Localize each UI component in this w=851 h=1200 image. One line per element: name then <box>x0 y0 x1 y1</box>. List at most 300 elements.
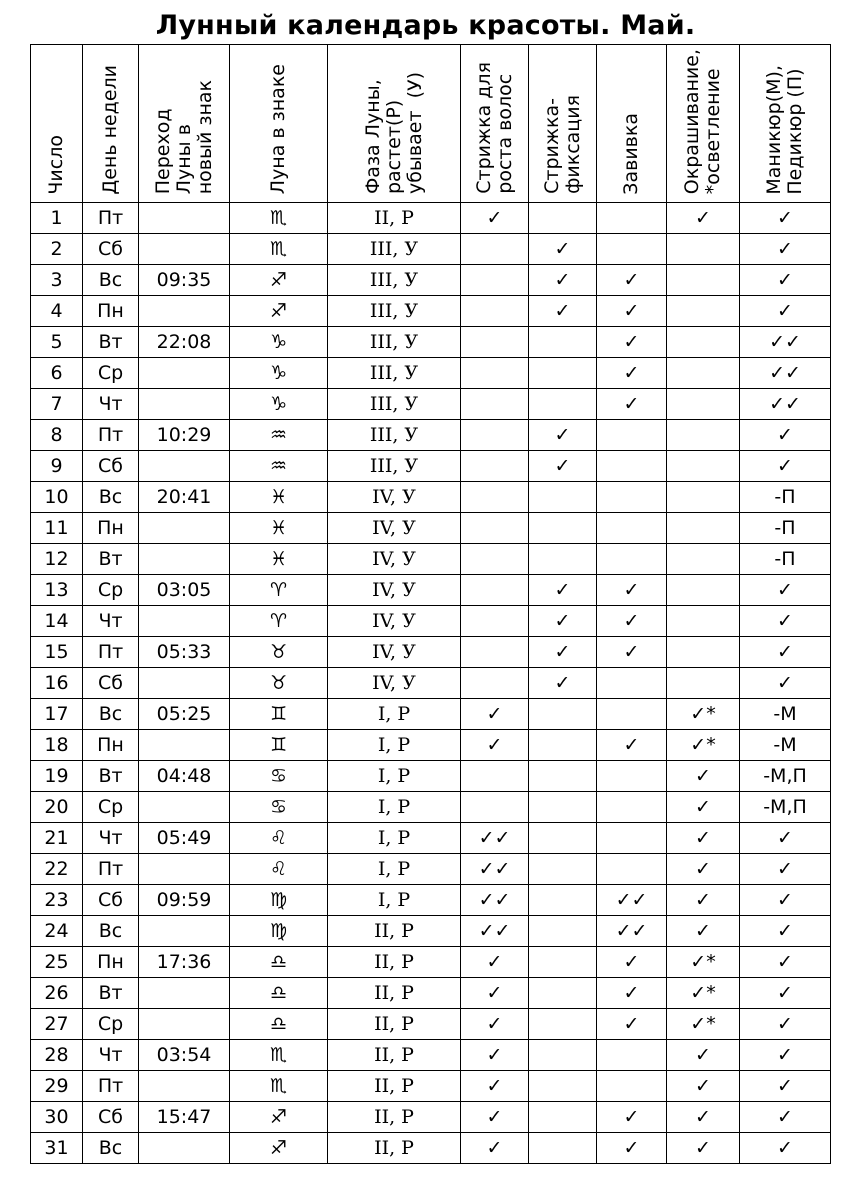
curl-mark <box>597 482 667 513</box>
color-mark: ✓ <box>667 1040 740 1071</box>
transition-time <box>139 1133 230 1164</box>
moon-phase: III, У <box>328 296 461 327</box>
table-row <box>31 761 831 792</box>
growth-cut-mark: ✓ <box>461 1009 529 1040</box>
color-mark: ✓ <box>667 792 740 823</box>
day-of-week: Ср <box>83 575 139 606</box>
color-mark: ✓ <box>667 1133 740 1164</box>
fix-cut-mark <box>529 482 597 513</box>
moon-phase: III, У <box>328 451 461 482</box>
moon-phase: I, Р <box>328 730 461 761</box>
manicure-mark: ✓✓ <box>740 358 831 389</box>
manicure-mark: ✓✓ <box>740 389 831 420</box>
fix-cut-mark <box>529 761 597 792</box>
aquarius-icon: ♒ <box>230 451 328 482</box>
capricorn-icon: ♑ <box>230 389 328 420</box>
moon-phase: III, У <box>328 327 461 358</box>
day-number: 5 <box>31 327 83 358</box>
table-row <box>31 420 831 451</box>
scorpio-icon: ♏ <box>230 203 328 234</box>
curl-mark <box>597 420 667 451</box>
day-number: 4 <box>31 296 83 327</box>
day-number: 16 <box>31 668 83 699</box>
color-mark: ✓ <box>667 885 740 916</box>
header-row <box>31 45 831 203</box>
moon-phase: III, У <box>328 420 461 451</box>
transition-time <box>139 792 230 823</box>
curl-mark: ✓ <box>597 730 667 761</box>
transition-time <box>139 730 230 761</box>
manicure-mark: ✓ <box>740 1102 831 1133</box>
header-color: Окрашивание, *осветление <box>667 45 740 203</box>
fix-cut-mark <box>529 203 597 234</box>
sagittarius-icon: ♐ <box>230 296 328 327</box>
fix-cut-mark <box>529 885 597 916</box>
day-number: 6 <box>31 358 83 389</box>
transition-time <box>139 389 230 420</box>
moon-phase: IV, У <box>328 513 461 544</box>
color-mark <box>667 482 740 513</box>
fix-cut-mark <box>529 978 597 1009</box>
leo-icon: ♌ <box>230 854 328 885</box>
fix-cut-mark <box>529 699 597 730</box>
growth-cut-mark <box>461 420 529 451</box>
transition-time: 05:25 <box>139 699 230 730</box>
scorpio-icon: ♏ <box>230 234 328 265</box>
day-of-week: Пн <box>83 296 139 327</box>
table-row <box>31 885 831 916</box>
day-number: 1 <box>31 203 83 234</box>
color-mark: ✓ <box>667 1071 740 1102</box>
manicure-mark: ✓ <box>740 885 831 916</box>
table-row <box>31 854 831 885</box>
curl-mark <box>597 699 667 730</box>
table-row <box>31 1040 831 1071</box>
header-phase: Фаза Луны, растет(Р) убывает (У) <box>328 45 461 203</box>
transition-time <box>139 513 230 544</box>
growth-cut-mark: ✓✓ <box>461 823 529 854</box>
color-mark: ✓* <box>667 947 740 978</box>
transition-time: 15:47 <box>139 1102 230 1133</box>
table-row <box>31 1102 831 1133</box>
manicure-mark: -П <box>740 544 831 575</box>
growth-cut-mark <box>461 575 529 606</box>
manicure-mark: -М,П <box>740 761 831 792</box>
growth-cut-mark <box>461 265 529 296</box>
header-mani: Маникюр(М), Педикюр (П) <box>740 45 831 203</box>
color-mark: ✓ <box>667 916 740 947</box>
manicure-mark: ✓ <box>740 296 831 327</box>
table-row <box>31 792 831 823</box>
curl-mark: ✓ <box>597 575 667 606</box>
growth-cut-mark: ✓✓ <box>461 885 529 916</box>
transition-time: 17:36 <box>139 947 230 978</box>
aries-icon: ♈ <box>230 606 328 637</box>
day-number: 3 <box>31 265 83 296</box>
manicure-mark: ✓✓ <box>740 327 831 358</box>
color-mark: ✓* <box>667 699 740 730</box>
cancer-icon: ♋ <box>230 792 328 823</box>
transition-time <box>139 606 230 637</box>
table-row <box>31 327 831 358</box>
manicure-mark: -М,П <box>740 792 831 823</box>
growth-cut-mark: ✓ <box>461 699 529 730</box>
fix-cut-mark: ✓ <box>529 668 597 699</box>
manicure-mark: ✓ <box>740 203 831 234</box>
header-fix-cut: Стрижка- фиксация <box>529 45 597 203</box>
manicure-mark: -М <box>740 730 831 761</box>
day-number: 31 <box>31 1133 83 1164</box>
table-row <box>31 482 831 513</box>
growth-cut-mark: ✓✓ <box>461 854 529 885</box>
fix-cut-mark <box>529 792 597 823</box>
table-row <box>31 389 831 420</box>
moon-phase: II, Р <box>328 1040 461 1071</box>
day-number: 29 <box>31 1071 83 1102</box>
gemini-icon: ♊ <box>230 699 328 730</box>
color-mark: ✓* <box>667 730 740 761</box>
fix-cut-mark: ✓ <box>529 234 597 265</box>
curl-mark: ✓ <box>597 1133 667 1164</box>
transition-time: 03:54 <box>139 1040 230 1071</box>
table-row <box>31 978 831 1009</box>
header-growth-cut: Стрижка для роста волос <box>461 45 529 203</box>
growth-cut-mark: ✓✓ <box>461 916 529 947</box>
manicure-mark: ✓ <box>740 854 831 885</box>
color-mark: ✓ <box>667 1102 740 1133</box>
color-mark <box>667 451 740 482</box>
moon-phase: II, Р <box>328 1102 461 1133</box>
curl-mark <box>597 203 667 234</box>
growth-cut-mark <box>461 389 529 420</box>
transition-time <box>139 358 230 389</box>
day-of-week: Пт <box>83 203 139 234</box>
color-mark <box>667 327 740 358</box>
curl-mark <box>597 1071 667 1102</box>
day-number: 24 <box>31 916 83 947</box>
libra-icon: ♎ <box>230 978 328 1009</box>
day-of-week: Чт <box>83 823 139 854</box>
manicure-mark: ✓ <box>740 947 831 978</box>
curl-mark <box>597 823 667 854</box>
growth-cut-mark <box>461 668 529 699</box>
color-mark <box>667 296 740 327</box>
day-number: 27 <box>31 1009 83 1040</box>
pisces-icon: ♓ <box>230 544 328 575</box>
moon-phase: IV, У <box>328 637 461 668</box>
curl-mark <box>597 544 667 575</box>
day-of-week: Вт <box>83 761 139 792</box>
color-mark <box>667 606 740 637</box>
transition-time <box>139 978 230 1009</box>
header-sign: Луна в знаке <box>230 45 328 203</box>
curl-mark: ✓✓ <box>597 885 667 916</box>
day-number: 2 <box>31 234 83 265</box>
growth-cut-mark <box>461 482 529 513</box>
day-number: 22 <box>31 854 83 885</box>
fix-cut-mark <box>529 358 597 389</box>
day-number: 14 <box>31 606 83 637</box>
color-mark: ✓* <box>667 978 740 1009</box>
curl-mark <box>597 792 667 823</box>
table-row <box>31 668 831 699</box>
day-of-week: Вс <box>83 916 139 947</box>
table-row <box>31 513 831 544</box>
color-mark <box>667 389 740 420</box>
moon-phase: I, Р <box>328 885 461 916</box>
moon-phase: II, Р <box>328 947 461 978</box>
day-of-week: Вс <box>83 1133 139 1164</box>
moon-phase: IV, У <box>328 544 461 575</box>
moon-phase: II, Р <box>328 916 461 947</box>
moon-phase: IV, У <box>328 606 461 637</box>
transition-time: 04:48 <box>139 761 230 792</box>
table-row <box>31 947 831 978</box>
growth-cut-mark: ✓ <box>461 1102 529 1133</box>
day-of-week: Ср <box>83 792 139 823</box>
fix-cut-mark <box>529 1040 597 1071</box>
growth-cut-mark: ✓ <box>461 947 529 978</box>
day-number: 21 <box>31 823 83 854</box>
moon-phase: I, Р <box>328 823 461 854</box>
day-of-week: Сб <box>83 1102 139 1133</box>
transition-time <box>139 668 230 699</box>
growth-cut-mark: ✓ <box>461 978 529 1009</box>
day-of-week: Вт <box>83 978 139 1009</box>
table-row <box>31 699 831 730</box>
day-number: 26 <box>31 978 83 1009</box>
curl-mark: ✓ <box>597 978 667 1009</box>
header-dow: День недели <box>83 45 139 203</box>
day-of-week: Сб <box>83 668 139 699</box>
moon-phase: I, Р <box>328 761 461 792</box>
fix-cut-mark <box>529 327 597 358</box>
fix-cut-mark: ✓ <box>529 296 597 327</box>
leo-icon: ♌ <box>230 823 328 854</box>
curl-mark: ✓ <box>597 1102 667 1133</box>
curl-mark: ✓ <box>597 265 667 296</box>
day-number: 7 <box>31 389 83 420</box>
fix-cut-mark <box>529 544 597 575</box>
fix-cut-mark <box>529 513 597 544</box>
transition-time <box>139 1071 230 1102</box>
growth-cut-mark: ✓ <box>461 1071 529 1102</box>
transition-time: 05:49 <box>139 823 230 854</box>
fix-cut-mark: ✓ <box>529 575 597 606</box>
day-number: 12 <box>31 544 83 575</box>
curl-mark <box>597 854 667 885</box>
fix-cut-mark <box>529 1133 597 1164</box>
day-number: 20 <box>31 792 83 823</box>
curl-mark <box>597 451 667 482</box>
curl-mark: ✓ <box>597 358 667 389</box>
manicure-mark: -П <box>740 482 831 513</box>
day-of-week: Вс <box>83 265 139 296</box>
curl-mark: ✓ <box>597 389 667 420</box>
transition-time <box>139 296 230 327</box>
taurus-icon: ♉ <box>230 668 328 699</box>
day-number: 23 <box>31 885 83 916</box>
transition-time: 10:29 <box>139 420 230 451</box>
day-number: 9 <box>31 451 83 482</box>
transition-time <box>139 451 230 482</box>
transition-time: 22:08 <box>139 327 230 358</box>
fix-cut-mark <box>529 916 597 947</box>
day-number: 28 <box>31 1040 83 1071</box>
page-title: Лунный календарь красоты. Май. <box>155 10 696 41</box>
sagittarius-icon: ♐ <box>230 265 328 296</box>
header-num: Число <box>31 45 83 203</box>
day-of-week: Сб <box>83 234 139 265</box>
day-number: 13 <box>31 575 83 606</box>
transition-time <box>139 234 230 265</box>
table-row <box>31 606 831 637</box>
growth-cut-mark <box>461 792 529 823</box>
beauty-calendar-table <box>30 44 831 1164</box>
pisces-icon: ♓ <box>230 482 328 513</box>
day-number: 19 <box>31 761 83 792</box>
day-of-week: Сб <box>83 451 139 482</box>
color-mark <box>667 265 740 296</box>
moon-phase: I, Р <box>328 854 461 885</box>
transition-time <box>139 1009 230 1040</box>
table-row <box>31 451 831 482</box>
growth-cut-mark: ✓ <box>461 730 529 761</box>
curl-mark: ✓ <box>597 637 667 668</box>
moon-phase: II, Р <box>328 203 461 234</box>
curl-mark: ✓ <box>597 327 667 358</box>
fix-cut-mark: ✓ <box>529 637 597 668</box>
moon-phase: I, Р <box>328 699 461 730</box>
manicure-mark: ✓ <box>740 420 831 451</box>
fix-cut-mark <box>529 1071 597 1102</box>
gemini-icon: ♊ <box>230 730 328 761</box>
fix-cut-mark: ✓ <box>529 420 597 451</box>
virgo-icon: ♍ <box>230 916 328 947</box>
fix-cut-mark <box>529 730 597 761</box>
curl-mark <box>597 513 667 544</box>
moon-phase: III, У <box>328 234 461 265</box>
fix-cut-mark <box>529 1102 597 1133</box>
table-row <box>31 1009 831 1040</box>
day-of-week: Чт <box>83 1040 139 1071</box>
moon-phase: II, Р <box>328 978 461 1009</box>
manicure-mark: ✓ <box>740 575 831 606</box>
transition-time <box>139 203 230 234</box>
sagittarius-icon: ♐ <box>230 1102 328 1133</box>
day-number: 15 <box>31 637 83 668</box>
manicure-mark: ✓ <box>740 978 831 1009</box>
manicure-mark: ✓ <box>740 1009 831 1040</box>
color-mark <box>667 234 740 265</box>
table-row <box>31 234 831 265</box>
fix-cut-mark <box>529 947 597 978</box>
transition-time <box>139 854 230 885</box>
table-row <box>31 203 831 234</box>
day-number: 30 <box>31 1102 83 1133</box>
curl-mark: ✓ <box>597 1009 667 1040</box>
growth-cut-mark: ✓ <box>461 203 529 234</box>
day-number: 11 <box>31 513 83 544</box>
growth-cut-mark <box>461 358 529 389</box>
color-mark <box>667 637 740 668</box>
table-row <box>31 823 831 854</box>
transition-time <box>139 916 230 947</box>
table-row <box>31 575 831 606</box>
fix-cut-mark <box>529 823 597 854</box>
fix-cut-mark <box>529 854 597 885</box>
header-curl: Завивка <box>597 45 667 203</box>
day-of-week: Чт <box>83 389 139 420</box>
table-row <box>31 916 831 947</box>
day-of-week: Ср <box>83 1009 139 1040</box>
day-of-week: Пн <box>83 947 139 978</box>
scorpio-icon: ♏ <box>230 1040 328 1071</box>
day-of-week: Чт <box>83 606 139 637</box>
manicure-mark: ✓ <box>740 1133 831 1164</box>
moon-phase: III, У <box>328 389 461 420</box>
day-number: 18 <box>31 730 83 761</box>
fix-cut-mark: ✓ <box>529 606 597 637</box>
color-mark <box>667 513 740 544</box>
transition-time <box>139 544 230 575</box>
moon-phase: II, Р <box>328 1009 461 1040</box>
day-number: 17 <box>31 699 83 730</box>
curl-mark: ✓✓ <box>597 916 667 947</box>
curl-mark <box>597 1040 667 1071</box>
day-number: 10 <box>31 482 83 513</box>
day-number: 8 <box>31 420 83 451</box>
transition-time: 09:59 <box>139 885 230 916</box>
table-row <box>31 296 831 327</box>
color-mark: ✓ <box>667 854 740 885</box>
growth-cut-mark <box>461 513 529 544</box>
manicure-mark: ✓ <box>740 1040 831 1071</box>
manicure-mark: ✓ <box>740 823 831 854</box>
day-of-week: Пн <box>83 730 139 761</box>
virgo-icon: ♍ <box>230 885 328 916</box>
libra-icon: ♎ <box>230 947 328 978</box>
cancer-icon: ♋ <box>230 761 328 792</box>
day-of-week: Пт <box>83 1071 139 1102</box>
growth-cut-mark: ✓ <box>461 1040 529 1071</box>
day-of-week: Вт <box>83 544 139 575</box>
day-of-week: Вт <box>83 327 139 358</box>
growth-cut-mark <box>461 637 529 668</box>
day-of-week: Пт <box>83 637 139 668</box>
moon-phase: I, Р <box>328 792 461 823</box>
color-mark <box>667 420 740 451</box>
growth-cut-mark <box>461 451 529 482</box>
day-of-week: Пт <box>83 854 139 885</box>
table-row <box>31 637 831 668</box>
moon-phase: IV, У <box>328 575 461 606</box>
header-transition: Переход Луны в новый знак <box>139 45 230 203</box>
day-number: 25 <box>31 947 83 978</box>
growth-cut-mark <box>461 544 529 575</box>
manicure-mark: ✓ <box>740 606 831 637</box>
color-mark: ✓ <box>667 761 740 792</box>
manicure-mark: ✓ <box>740 451 831 482</box>
table-row <box>31 1133 831 1164</box>
moon-phase: III, У <box>328 265 461 296</box>
curl-mark: ✓ <box>597 296 667 327</box>
moon-phase: II, Р <box>328 1133 461 1164</box>
pisces-icon: ♓ <box>230 513 328 544</box>
table-row <box>31 265 831 296</box>
curl-mark <box>597 234 667 265</box>
fix-cut-mark: ✓ <box>529 451 597 482</box>
